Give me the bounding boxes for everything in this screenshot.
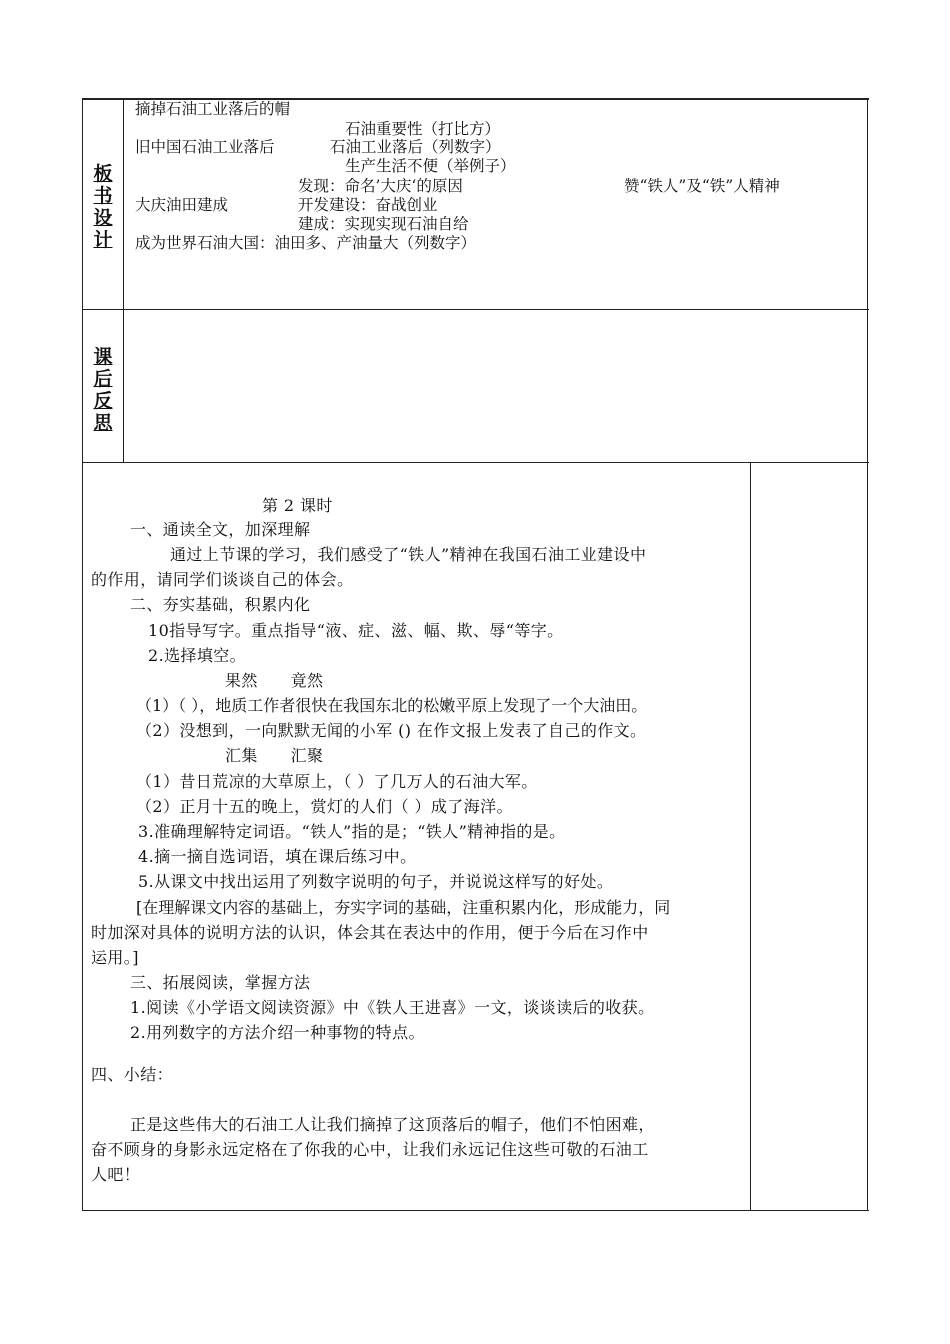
lesson-line: 汇集 汇聚: [225, 746, 324, 765]
board-line: 成为世界石油大国：油田多、产油量大（列数字）: [135, 234, 477, 252]
lesson-line: 5.从课文中找出运用了列数字说明的句子，并说说这样写的好处。: [138, 872, 614, 891]
lesson-line: 3.准确理解特定词语。“铁人”指的是；“铁人”精神指的是。: [138, 822, 566, 841]
side-column-divider: [750, 462, 751, 1211]
board-line: 旧中国石油工业落后: [135, 138, 275, 156]
lesson-line: 三、拓展阅读，掌握方法: [130, 973, 311, 992]
lesson-line: （1）（ ），地质工作者很快在我国东北的松嫩平原上发现了一个大油田。: [136, 696, 648, 715]
lesson-line: 二、夯实基础，积累内化: [130, 595, 311, 614]
board-line: 赞“铁人”及“铁”人精神: [624, 177, 780, 195]
row-divider-1: [82, 309, 869, 310]
board-line: 开发建设：奋战创业: [298, 196, 438, 214]
reflection-label-char: 课: [93, 346, 113, 368]
lesson-line: 奋不顾身的身影永远定格在了你我的心中，让我们永远记住这些可敬的石油工: [91, 1140, 649, 1159]
lesson-line: 4.摘一摘自选词语，填在课后练习中。: [138, 847, 417, 866]
lesson-line: 2.用列数字的方法介绍一种事物的特点。: [130, 1023, 425, 1042]
reflection-label-char: 反: [93, 390, 113, 412]
lesson-line: 的作用，请同学们谈谈自己的体会。: [91, 570, 354, 589]
lesson-line: 10指导写字。重点指导“液、症、滋、幅、欺、辱“等字。: [148, 621, 564, 640]
reflection-label-char: 后: [93, 368, 113, 390]
lesson-line: 运用。]: [91, 948, 139, 967]
board-line: 建成：实现实现石油自给: [298, 215, 469, 233]
lesson-line: [在理解课文内容的基础上，夯实字词的基础，注重积累内化，形成能力，同: [136, 898, 671, 917]
lesson-line: （2）没想到，一向默默无闻的小军 () 在作文报上发表了自己的作文。: [136, 721, 647, 740]
board-label-char: 板: [93, 163, 113, 185]
board-label-char: 计: [93, 229, 113, 251]
reflection-label: [92, 346, 114, 434]
board-line: 生产生活不便（举例子）: [345, 157, 516, 175]
summary-heading: 四、小结：: [91, 1065, 174, 1084]
table-border-right: [867, 98, 868, 1211]
board-label-char: 书: [93, 185, 113, 207]
board-line: 发现：命名’大庆‘的原因: [298, 177, 463, 195]
lesson-line: 时加深对具体的说明方法的认识，体会其在表达中的作用，便于今后在习作中: [91, 923, 649, 942]
lesson-line: 人吧！: [91, 1165, 141, 1184]
board-line: 石油工业落后（列数字）: [330, 138, 501, 156]
lesson-line: 果然 竟然: [225, 671, 324, 690]
reflection-label-char: 思: [93, 412, 113, 434]
board-design-label: [92, 163, 114, 251]
lesson-title: 第 2 课时: [262, 496, 333, 515]
lesson-line: 2.选择填空。: [148, 646, 247, 665]
lesson-line: （2）正月十五的晚上，赏灯的人们（ ）成了海洋。: [136, 797, 513, 816]
table-border-left: [82, 98, 83, 1211]
board-label-char: 设: [93, 207, 113, 229]
board-line: 摘掉石油工业落后的帽: [135, 100, 291, 118]
label-column-divider: [123, 98, 124, 463]
lesson-line: 一、通读全文，加深理解: [130, 520, 311, 539]
board-line: 大庆油田建成: [135, 196, 229, 214]
lesson-line: （1）昔日荒凉的大草原上，（ ）了几万人的石油大军。: [136, 772, 538, 791]
board-line: 石油重要性（打比方）: [345, 120, 501, 138]
lesson-line: 通过上节课的学习，我们感受了“铁人”精神在我国石油工业建设中: [170, 545, 647, 564]
lesson-line: 1.阅读《小学语文阅读资源》中《铁人王进喜》一文，谈谈读后的收获。: [130, 998, 655, 1017]
lesson-line: 正是这些伟大的石油工人让我们摘掉了这顶落后的帽子，他们不怕困难，: [130, 1115, 655, 1134]
